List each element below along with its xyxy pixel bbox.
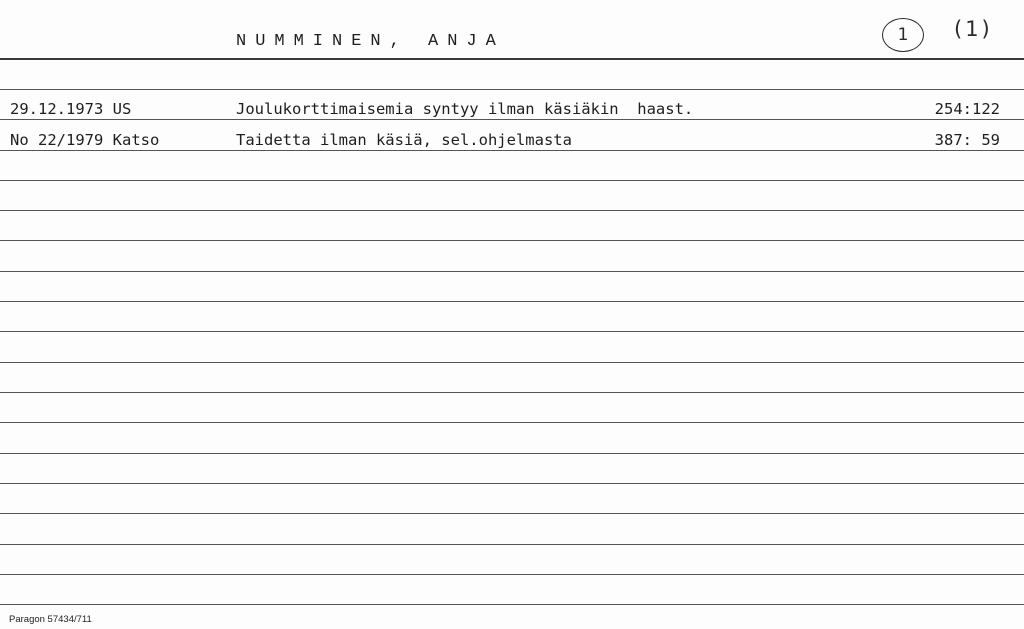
ruled-line bbox=[0, 301, 1024, 302]
ruled-line bbox=[0, 362, 1024, 363]
entry-row bbox=[0, 89, 1024, 119]
entry-title: Taidetta ilman käsiä, sel.ohjelmasta bbox=[236, 131, 572, 149]
parenthesized-number: (1) bbox=[954, 17, 993, 41]
header-rule bbox=[0, 58, 1024, 60]
ruled-line bbox=[0, 604, 1024, 605]
ruled-line bbox=[0, 180, 1024, 181]
entry-reference: 387: 59 bbox=[934, 131, 1000, 149]
ruled-line bbox=[0, 150, 1024, 151]
entry-date: No 22/1979 Katso bbox=[10, 131, 160, 149]
ruled-line bbox=[0, 210, 1024, 211]
ruled-line bbox=[0, 422, 1024, 423]
circled-number: 1 bbox=[882, 18, 924, 52]
ruled-line bbox=[0, 331, 1024, 332]
ruled-line bbox=[0, 574, 1024, 575]
ruled-line bbox=[0, 240, 1024, 241]
entry-row bbox=[0, 120, 1024, 150]
entry-reference: 254:122 bbox=[934, 100, 1000, 118]
ruled-line bbox=[0, 392, 1024, 393]
ruled-line bbox=[0, 544, 1024, 545]
ruled-line bbox=[0, 513, 1024, 514]
ruled-line bbox=[0, 483, 1024, 484]
entry-title: Joulukorttimaisemia syntyy ilman käsiäkin haast. bbox=[236, 100, 694, 118]
entry-date: 29.12.1973 US bbox=[10, 100, 132, 118]
ruled-line bbox=[0, 453, 1024, 454]
card-heading-name: NUMMINEN, ANJA bbox=[236, 32, 505, 51]
printer-mark: Paragon 57434/711 bbox=[9, 614, 92, 625]
ruled-line bbox=[0, 271, 1024, 272]
